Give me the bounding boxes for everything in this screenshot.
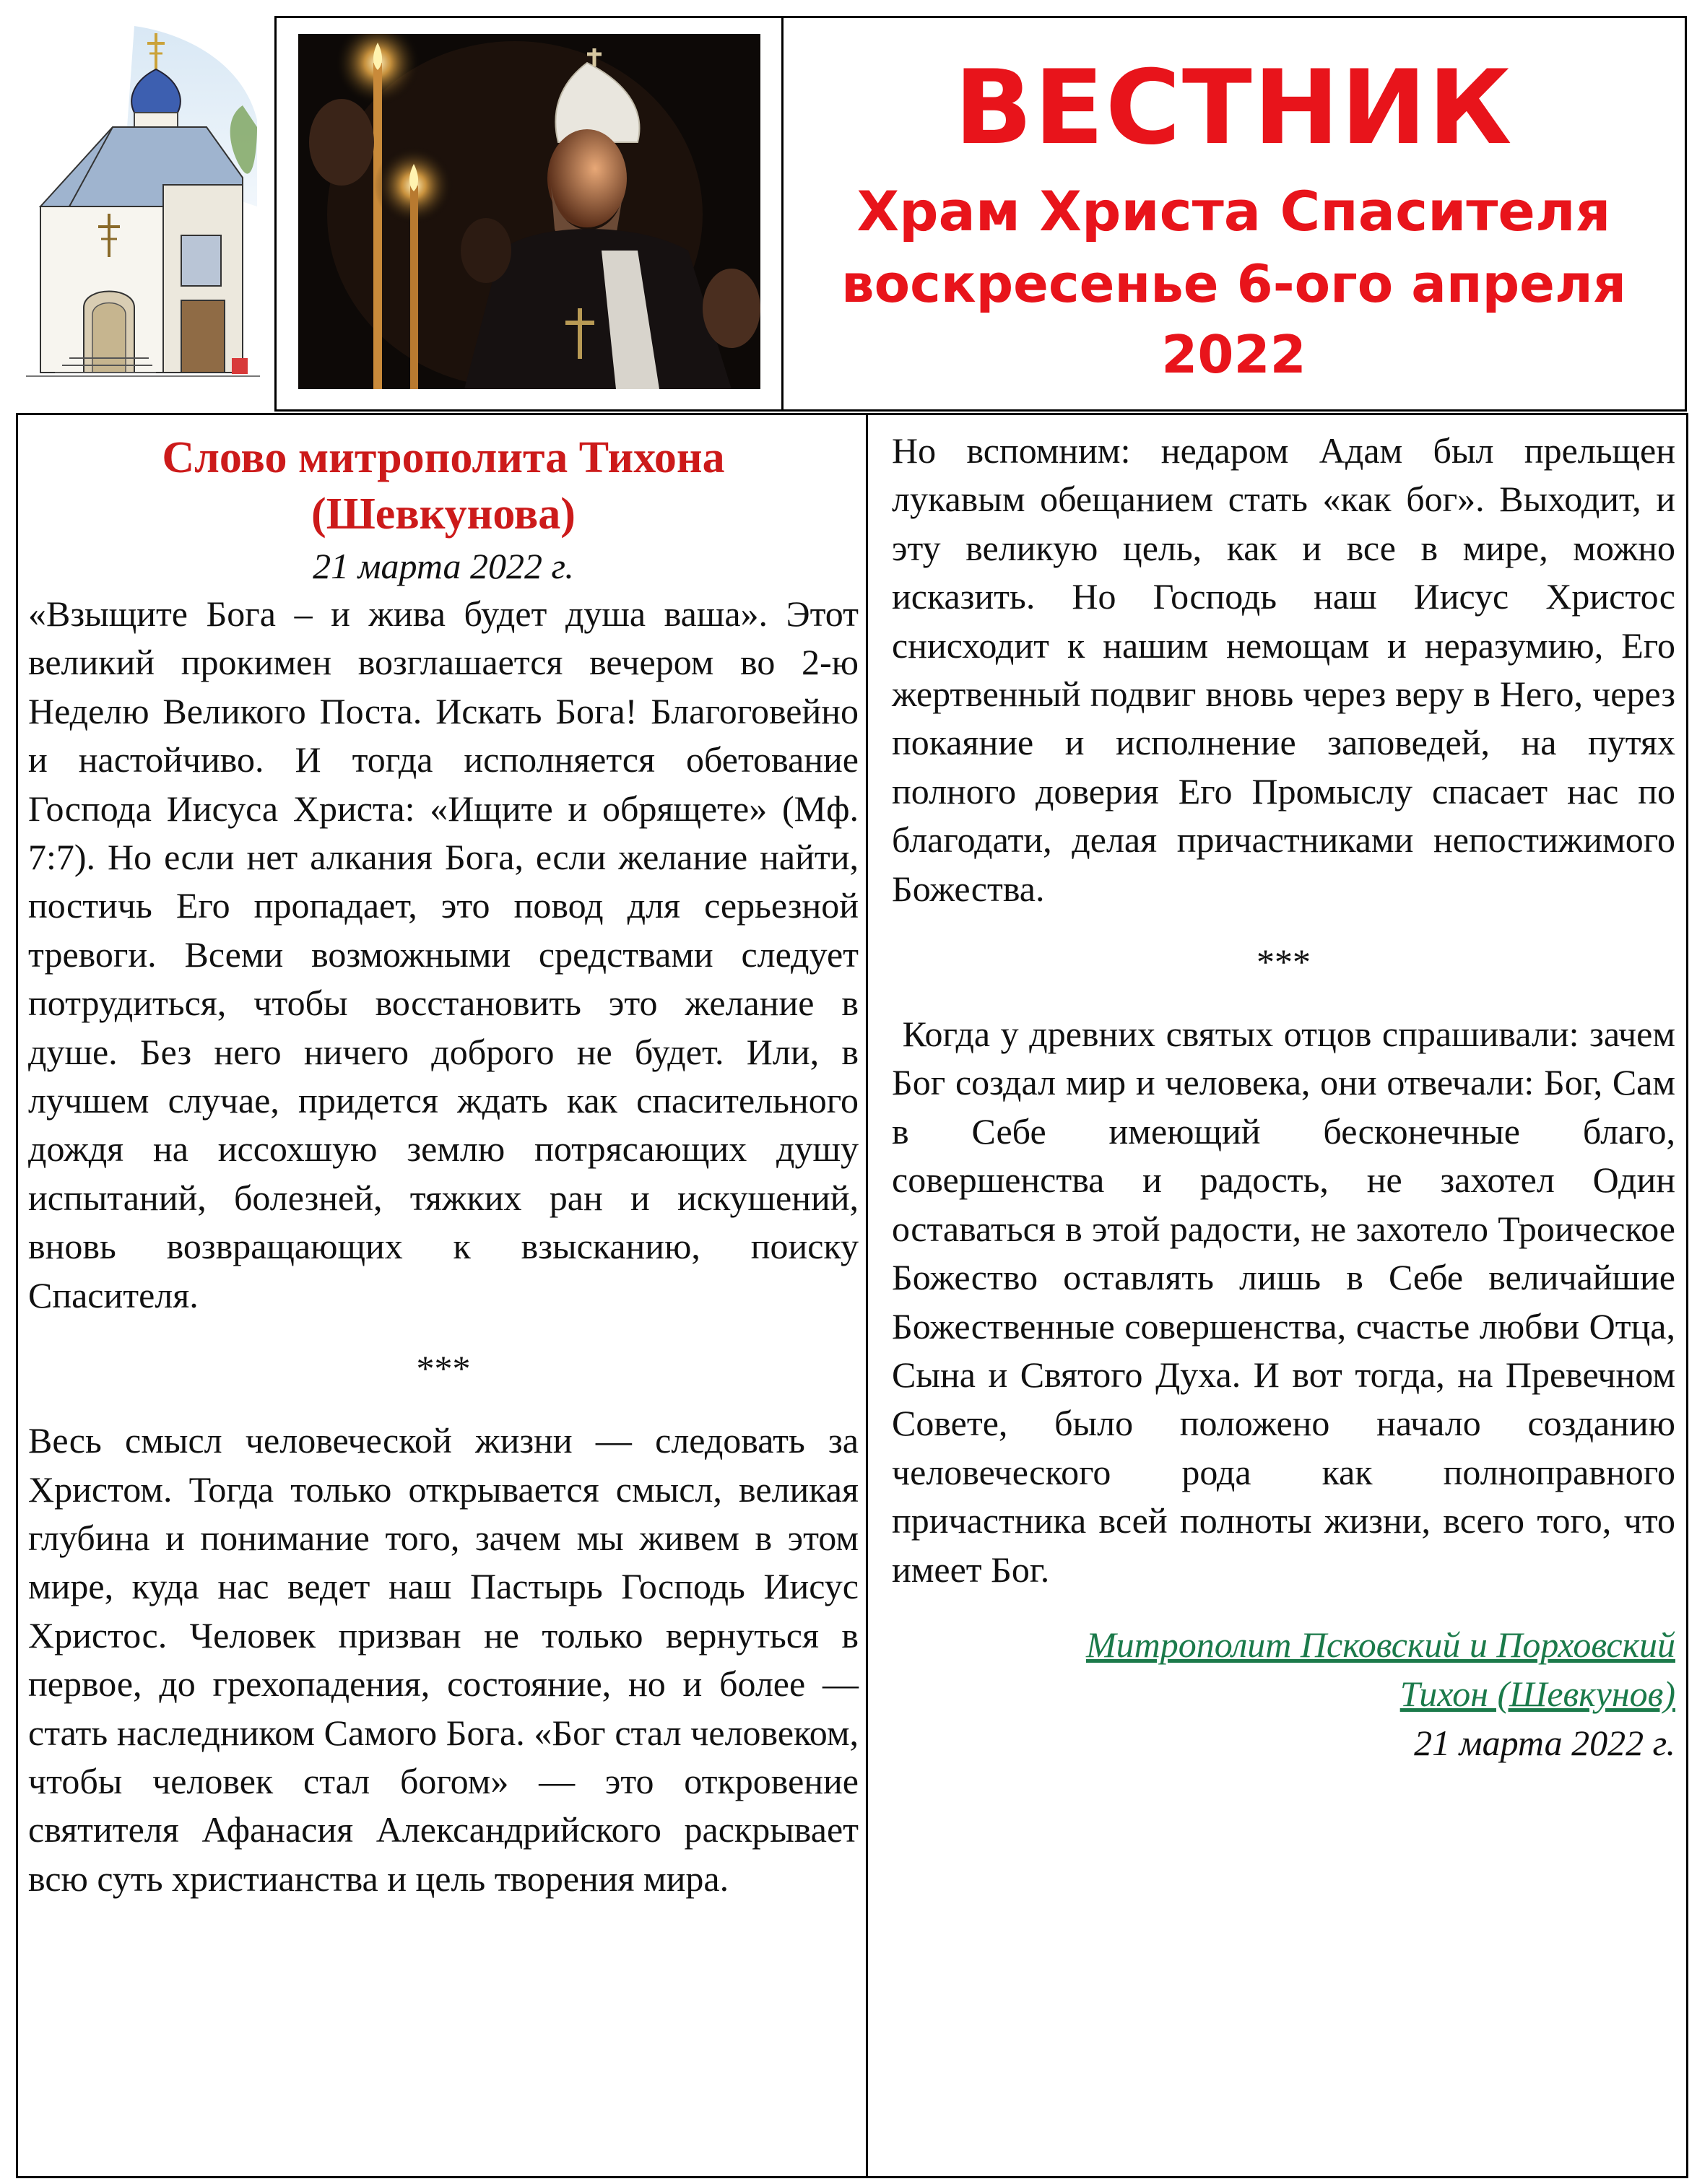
masthead: [783, 47, 1685, 388]
signature: [892, 1620, 1675, 1767]
article-title-line1: Слово митрополита Тихона: [162, 433, 725, 482]
right-column: [868, 413, 1688, 2178]
newsletter-title: ВЕСТНИК: [954, 48, 1514, 168]
paragraph-2: Весь смысл человеческой жизни — следовать за Христом. Тогда только открывается смысл, великая глубина и понимание того, зачем мы живем в этом мире, куда нас ведет наш Пастырь Господь Иисус Христос. Человек призван не только вернуться в первое, до грехопадения, состояние, но и более — стать наследником Самого Бога. «Бог стал человеком, чтобы человек стал богом» — это откровение святителя Афанасия Александрийского раскрывает всю суть христианства и цель творения мира.: [28, 1420, 859, 1899]
signature-date: 21 марта 2022 г.: [1414, 1722, 1675, 1763]
signature-link-title[interactable]: Митрополит Псковский и Порховский: [1085, 1624, 1675, 1665]
signature-link-name[interactable]: Тихон (Шевкунов): [1399, 1673, 1675, 1714]
separator-1: ***: [416, 1348, 471, 1389]
issue-date: воскресенье 6-ого апреля: [841, 253, 1626, 314]
left-column: [16, 413, 868, 2178]
paragraph-4: Когда у древних святых отцов спрашивали: зачем Бог создал мир и человека, они отвечали: Бог, Сам в Себе имеющий бесконечные благо, совершенства и радость, не захотел Один оставаться в этой радости, не захотело Троическое Божество оставлять лишь в Себе величайшие Божественные совершенства, счастье любви Отца, Сына и Святого Духа. И вот тогда, на Превечном Совете, было положено начало созданию человеческого рода как полноправного причастника всей полноты жизни, всего того, что имеет Бог.: [892, 1014, 1685, 1590]
church-name: Храм Христа Спасителя: [856, 179, 1611, 243]
church-sketch-image: [26, 19, 260, 394]
photo-frame: [274, 16, 784, 412]
photo-image: [298, 34, 760, 389]
paragraph-3: Но вспомним: недаром Адам был прельщен лукавым обещанием стать «как бог». Выходит, и эту великую цель, как и все в мире, можно исказить. Но Господь наш Иисус Христос снисходит к нашим немощам и неразумию, Его жертвенный подвиг вновь через веру в Него, через покаяние и исполнение заповедей, на путях полного доверия Его Промыслу спасает нас по благодати, делая причастниками непостижимого Божества.: [892, 430, 1675, 909]
separator-2: ***: [1257, 941, 1311, 983]
article-title: [28, 430, 859, 542]
masthead-box: [783, 16, 1687, 412]
article-date: 21 марта 2022 г.: [313, 546, 574, 586]
paragraph-1: «Взыщите Бога – и жива будет душа ваша». Этот великий прокимен возглашается вечером во 2-ю Неделю Великого Поста. Искать Бога! Благоговейно и настойчиво. И тогда исполняется обетование Господа Иисуса Христа: «Ищите и обрящете» (Мф. 7:7). Но если нет алкания Бога, если желание найти, постичь Его пропадает, это повод для серьезной тревоги. Всеми возможными средствами следует потрудиться, чтобы восстановить это желание в душе. Без него ничего доброго не будет. Или, в лучшем случае, придется ждать как спасительного дождя на иссохшую землю потрясающих душу испытаний, болезней, тяжких ран и искушений, вновь возвращающих к взысканию, поиску Спасителя.: [28, 593, 859, 1315]
article-title-line2: (Шевкунова): [311, 490, 576, 539]
issue-year: 2022: [1161, 324, 1306, 385]
